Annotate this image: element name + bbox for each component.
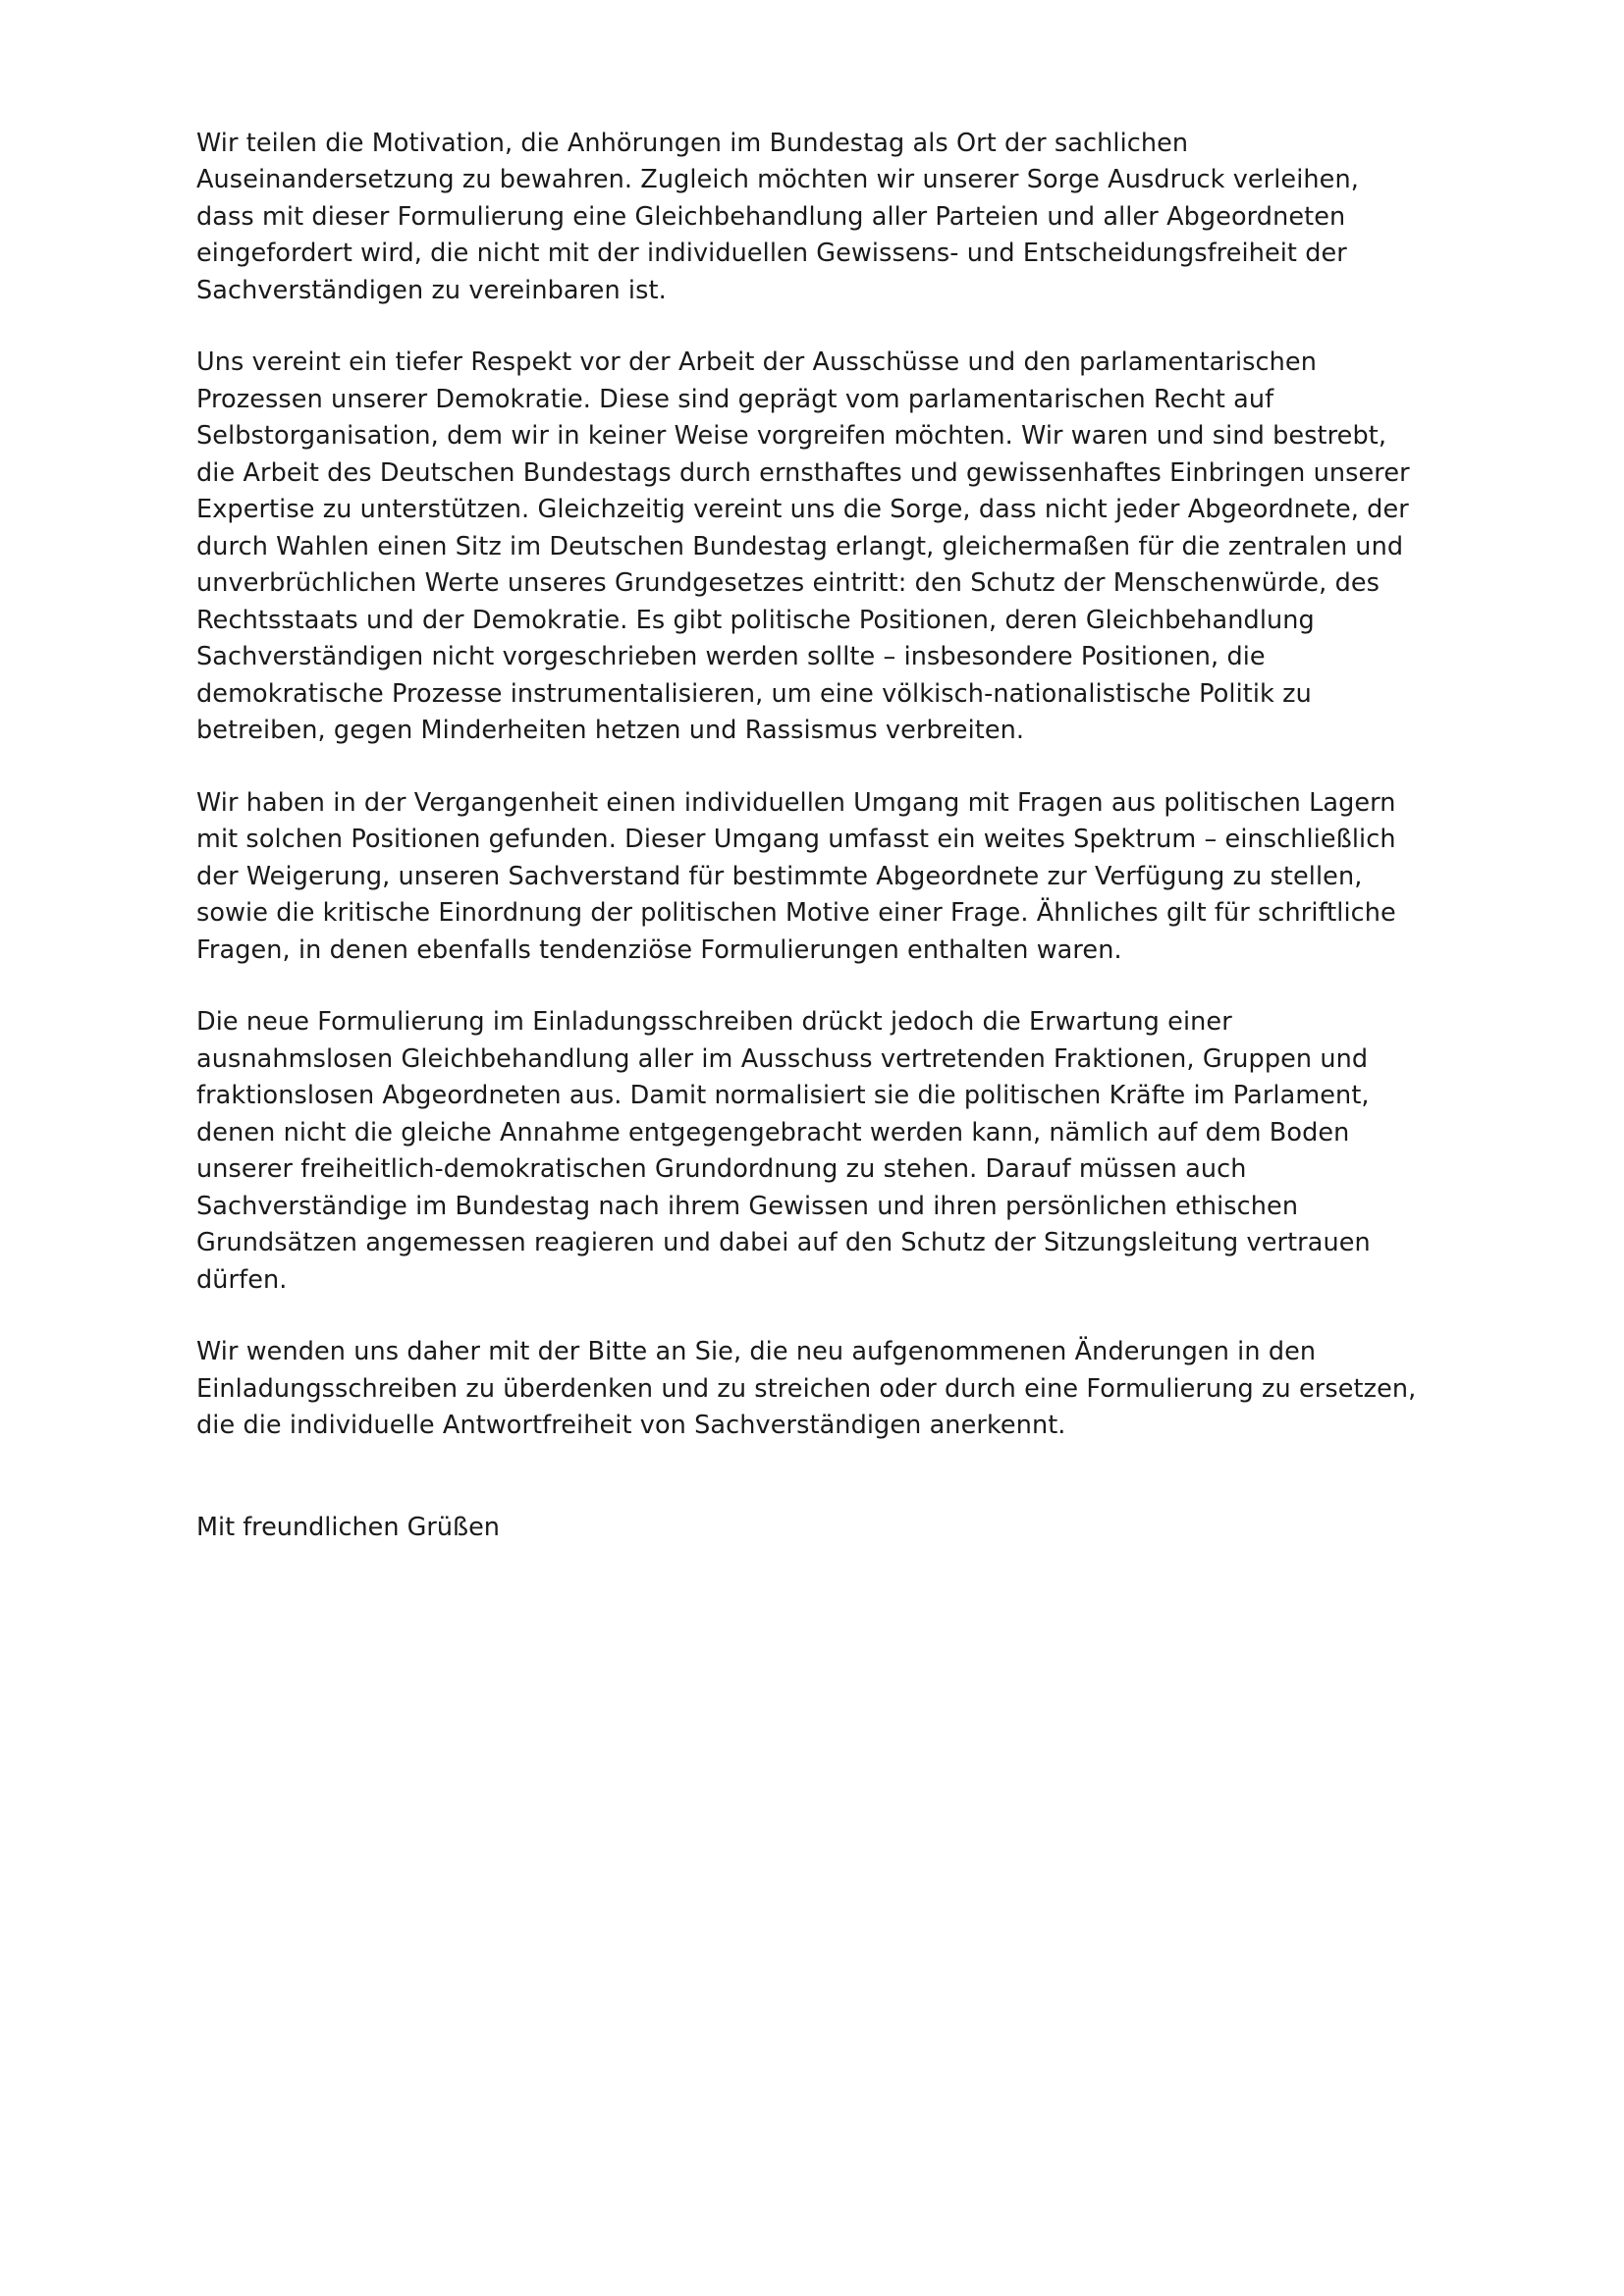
closing-salutation: Mit freundlichen Grüßen xyxy=(196,1512,500,1542)
paragraph-3: Wir haben in der Vergangenheit einen individuellen Umgang mit Fragen aus politischen Lagern mit solchen Positionen gefunden. Dieser Umgang umfasst ein weites Spektrum – einschließlich der Weigerung, unseren Sachverstand für bestimmte Abgeordnete zur Verfügung zu stellen, sowie die kritische Einordnung der politischen Motive einer Frage. Ähnliches gilt für schriftliche Fragen, in denen ebenfalls tendenziöse Formulierungen enthalten waren. xyxy=(196,787,1405,965)
document-body xyxy=(196,126,1424,1546)
paragraph-1: Wir teilen die Motivation, die Anhörungen im Bundestag als Ort der sachlichen Auseinandersetzung zu bewahren. Zugleich möchten wir unserer Sorge Ausdruck verleihen, dass mit dieser Formulierung eine Gleichbehandlung aller Parteien und aller Abgeordneten eingefordert wird, die nicht mit der individuellen Gewissens- und Entscheidungsfreiheit der Sachverständigen zu vereinbaren ist. xyxy=(196,129,1368,305)
paragraph-4: Die neue Formulierung im Einladungsschreiben drückt jedoch die Erwartung einer ausnahmslosen Gleichbehandlung aller im Ausschuss vertretenden Fraktionen, Gruppen und fraktionslosen Abgeordneten aus. Damit normalisiert sie die politischen Kräfte im Parlament, denen nicht die gleiche Annahme entgegengebracht werden kann, nämlich auf dem Boden unserer freiheitlich-demokratischen Grundordnung zu stehen. Darauf müssen auch Sachverständige im Bundestag nach ihrem Gewissen und ihren persönlichen ethischen Grundsätzen angemessen reagieren und dabei auf den Schutz der Sitzungsleitung vertrauen dürfen. xyxy=(196,1007,1380,1295)
paragraph-5: Wir wenden uns daher mit der Bitte an Sie, die neu aufgenommenen Änderungen in den Einladungsschreiben zu überdenken und zu streichen oder durch eine Formulierung zu ersetzen, die die individuelle Antwortfreiheit von Sachverständigen anerkennt. xyxy=(196,1337,1425,1441)
paragraph-2: Uns vereint ein tiefer Respekt vor der Arbeit der Ausschüsse und den parlamentarischen Prozessen unserer Demokratie. Diese sind geprägt vom parlamentarischen Recht auf Selbstorganisation, dem wir in keiner Weise vorgreifen möchten. Wir waren und sind bestrebt, die Arbeit des Deutschen Bundestags durch ernsthaftes und gewissenhaftes Einbringen unserer Expertise zu unterstützen. Gleichzeitig vereint uns die Sorge, dass nicht jeder Abgeordnete, der durch Wahlen einen Sitz im Deutschen Bundestag erlangt, gleichermaßen für die zentralen und unverbrüchlichen Werte unseres Grundgesetzes eintritt: den Schutz der Menschenwürde, des Rechtsstaats und der Demokratie. Es gibt politische Positionen, deren Gleichbehandlung Sachverständigen nicht vorgeschrieben werden sollte – insbesondere Positionen, die demokratische Prozesse instrumentalisieren, um eine völkisch-nationalistische Politik zu betreiben, gegen Minderheiten hetzen und Rassismus verbreiten. xyxy=(196,347,1418,746)
